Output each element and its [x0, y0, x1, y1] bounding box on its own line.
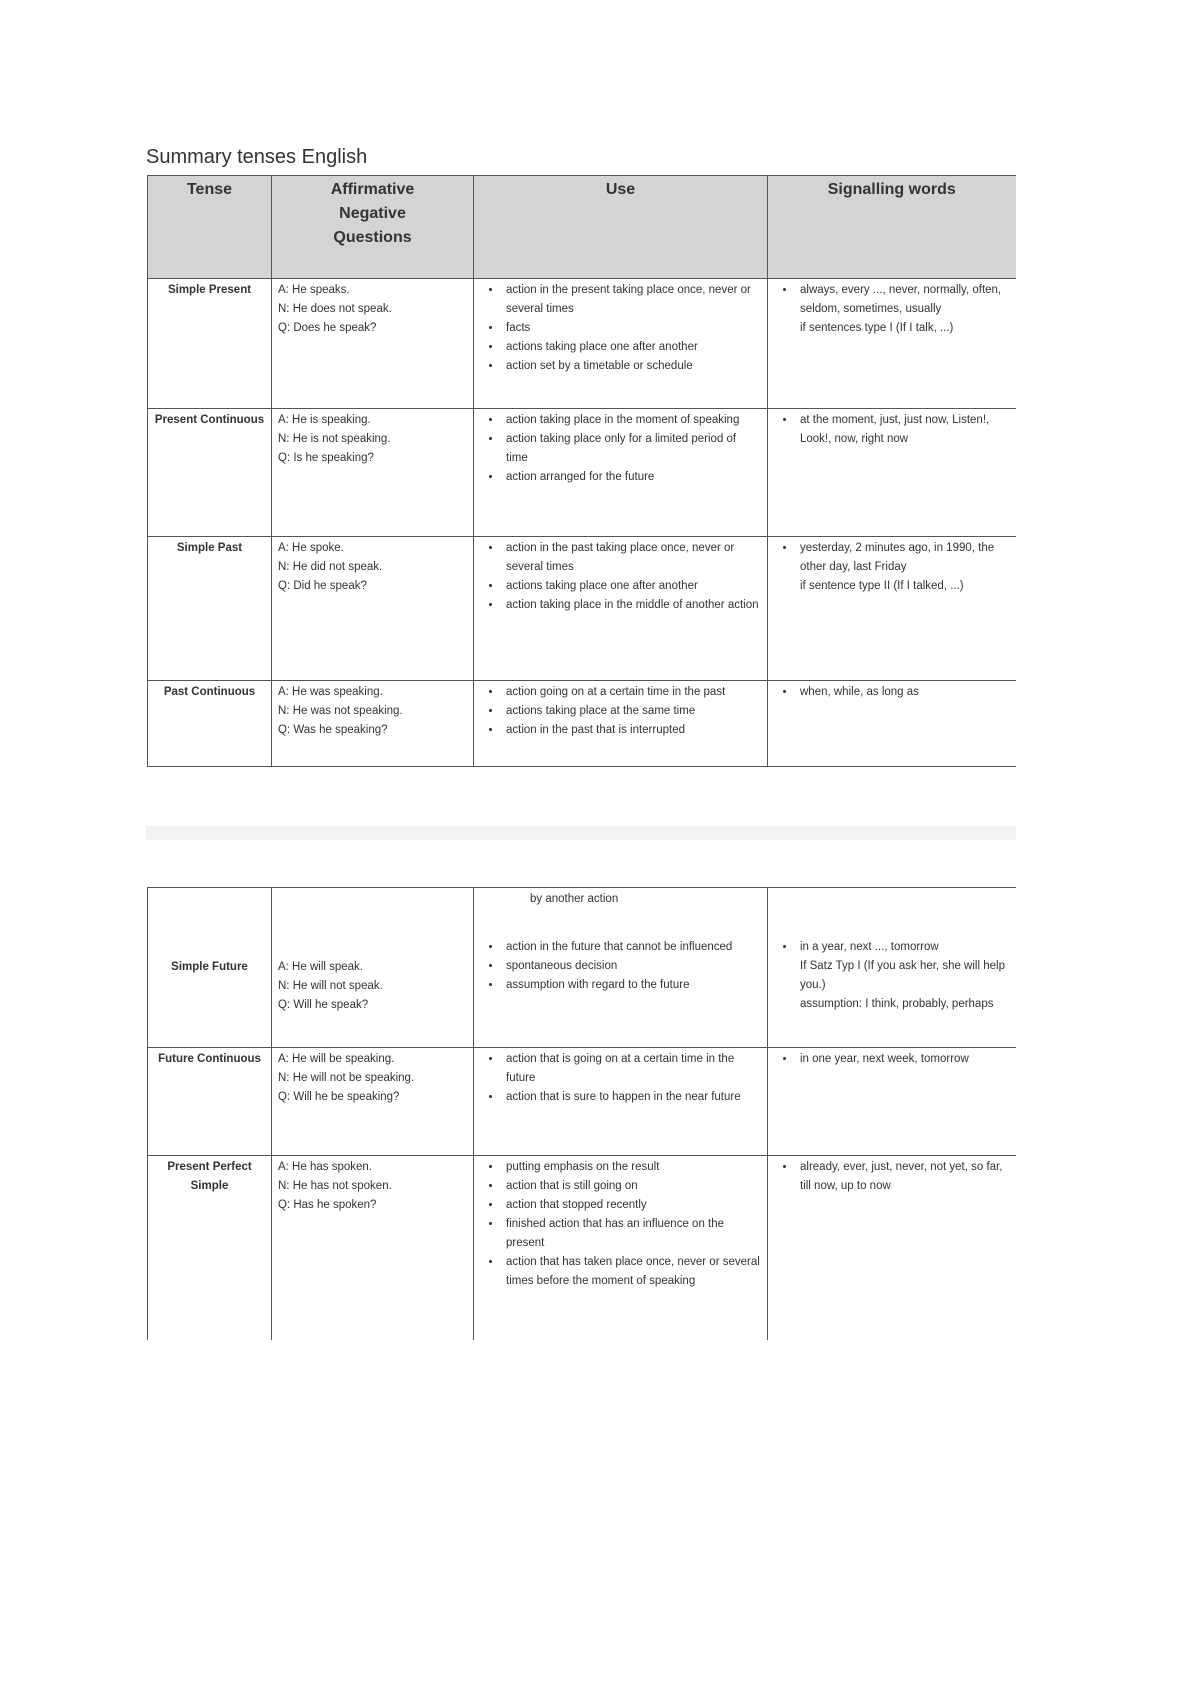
tense-signalling-words	[768, 936, 1016, 1048]
tense-forms	[272, 1156, 474, 1340]
tense-use	[474, 681, 768, 767]
form-negative: N: He will not be speaking.	[278, 1072, 415, 1084]
form-affirmative: A: He is speaking.	[278, 414, 371, 426]
tense-use	[474, 409, 768, 537]
signal-note: If Satz Typ I (If you ask her, she will help you.)	[800, 959, 1005, 991]
form-negative: N: He will not speak.	[278, 979, 383, 992]
signal-item: • always, every ..., never, normally, often, seldom, sometimes, usually	[796, 281, 1010, 319]
use-item: • action taking place in the moment of speaking	[502, 411, 761, 430]
continued-text: by another action	[530, 893, 619, 905]
table-row	[148, 681, 1016, 767]
signal-item: • in a year, next ..., tomorrow	[796, 938, 1010, 957]
tenses-table-part-2	[147, 887, 1016, 1340]
use-item: • putting emphasis on the result	[502, 1158, 761, 1177]
tense-name: Simple Present	[148, 279, 272, 409]
header-affirmative: Affirmative	[330, 181, 415, 198]
form-negative: N: He did not speak.	[278, 561, 383, 573]
form-negative: N: He was not speaking.	[278, 705, 403, 717]
tense-use	[474, 537, 768, 681]
form-affirmative: A: He will speak.	[278, 960, 364, 973]
use-item: • action in the past that is interrupted	[502, 721, 761, 740]
form-negative: N: He has not spoken.	[278, 1180, 392, 1192]
use-item: • action that is still going on	[502, 1177, 761, 1196]
use-item: • spontaneous decision	[502, 957, 761, 976]
empty-cell	[768, 888, 1016, 936]
form-affirmative: A: He spoke.	[278, 542, 344, 554]
tense-forms	[272, 537, 474, 681]
use-item: • finished action that has an influence on the present	[502, 1215, 761, 1253]
form-affirmative: A: He speaks.	[278, 284, 350, 296]
form-question: Q: Will he be speaking?	[278, 1091, 400, 1103]
tense-use	[474, 1048, 768, 1156]
tense-use	[474, 279, 768, 409]
tense-signalling-words	[768, 279, 1016, 409]
header-forms	[272, 176, 474, 279]
tense-signalling-words	[768, 1156, 1016, 1340]
tense-forms	[272, 681, 474, 767]
use-item: • action taking place only for a limited period of time	[502, 430, 761, 468]
tense-forms	[272, 279, 474, 409]
use-item: • action in the future that cannot be influenced	[502, 938, 761, 957]
use-item: • action in the present taking place once, never or several times	[502, 281, 761, 319]
form-question: Q: Will he speak?	[278, 998, 369, 1011]
signal-item: • at the moment, just, just now, Listen!, Look!, now, right now	[796, 411, 1010, 449]
document-title: Summary tenses English	[146, 146, 368, 168]
use-item: • action that has taken place once, never or several times before the moment of speaking	[502, 1253, 761, 1291]
tense-forms	[272, 1048, 474, 1156]
signal-item: • already, ever, just, never, not yet, so far, till now, up to now	[796, 1158, 1010, 1196]
form-question: Q: Is he speaking?	[278, 452, 374, 464]
use-item: • action taking place in the middle of another action	[502, 596, 761, 615]
form-question: Q: Does he speak?	[278, 322, 377, 334]
form-negative: N: He does not speak.	[278, 303, 392, 315]
table-row	[148, 1048, 1016, 1156]
use-item: • action in the past taking place once, never or several times	[502, 539, 761, 577]
form-negative: N: He is not speaking.	[278, 433, 391, 445]
signal-item: • when, while, as long as	[796, 683, 1010, 702]
signal-item: • yesterday, 2 minutes ago, in 1990, the other day, last Friday	[796, 539, 1010, 577]
tense-use	[474, 1156, 768, 1340]
tense-signalling-words	[768, 409, 1016, 537]
table-row	[148, 1156, 1016, 1340]
signal-item: • in one year, next week, tomorrow	[796, 1050, 1010, 1069]
signal-note: assumption: I think, probably, perhaps	[800, 997, 994, 1010]
use-item: • actions taking place one after another	[502, 577, 761, 596]
use-item: • action that stopped recently	[502, 1196, 761, 1215]
table-row	[148, 409, 1016, 537]
table-row-continued	[148, 888, 1016, 936]
use-item: • action that is going on at a certain time in the future	[502, 1050, 761, 1088]
tense-name: Past Continuous	[148, 681, 272, 767]
tense-name: Simple Future	[148, 936, 272, 1048]
form-question: Q: Did he speak?	[278, 580, 367, 592]
header-questions: Questions	[333, 229, 412, 246]
tense-signalling-words	[768, 1048, 1016, 1156]
table-row	[148, 279, 1016, 409]
use-item: • facts	[502, 319, 761, 338]
form-affirmative: A: He will be speaking.	[278, 1053, 395, 1065]
table-row	[148, 936, 1016, 1048]
empty-cell	[272, 888, 474, 936]
page-break-band	[146, 826, 1016, 840]
tense-forms	[272, 936, 474, 1048]
form-question: Q: Was he speaking?	[278, 724, 388, 736]
tense-name: Present Continuous	[148, 409, 272, 537]
table-row	[148, 537, 1016, 681]
use-item: • assumption with regard to the future	[502, 976, 761, 995]
signal-note: if sentences type I (If I talk, ...)	[800, 322, 954, 334]
use-item: • action going on at a certain time in the past	[502, 683, 761, 702]
header-tense: Tense	[148, 176, 272, 279]
header-negative: Negative	[339, 205, 406, 222]
signal-note: if sentence type II (If I talked, ...)	[800, 580, 964, 592]
use-item: • action that is sure to happen in the near future	[502, 1088, 761, 1107]
tense-signalling-words	[768, 537, 1016, 681]
header-use: Use	[474, 176, 768, 279]
use-item: • actions taking place at the same time	[502, 702, 761, 721]
tenses-table-part-1	[147, 175, 1016, 767]
tense-use	[474, 936, 768, 1048]
tense-name: Simple Past	[148, 537, 272, 681]
tense-signalling-words	[768, 681, 1016, 767]
form-affirmative: A: He has spoken.	[278, 1161, 372, 1173]
continued-use	[474, 888, 768, 936]
use-item: • actions taking place one after another	[502, 338, 761, 357]
table-header-row	[148, 176, 1016, 279]
form-affirmative: A: He was speaking.	[278, 686, 383, 698]
header-signalling-words: Signalling words	[768, 176, 1016, 279]
tense-forms	[272, 409, 474, 537]
form-question: Q: Has he spoken?	[278, 1199, 377, 1211]
empty-cell	[148, 888, 272, 936]
use-item: • action arranged for the future	[502, 468, 761, 487]
use-item: • action set by a timetable or schedule	[502, 357, 761, 376]
tense-name: Present Perfect Simple	[148, 1156, 272, 1340]
tense-name: Future Continuous	[148, 1048, 272, 1156]
